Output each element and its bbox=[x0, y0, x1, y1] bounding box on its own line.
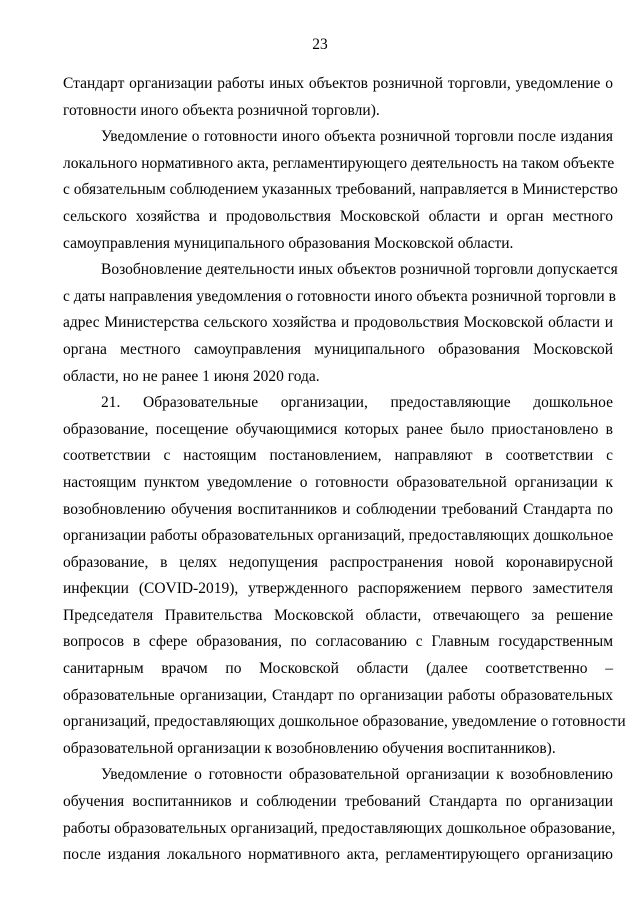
text-line: после издания локального нормативного акта, регламентирующего организацию bbox=[63, 846, 613, 864]
text-line: образовательной организации к возобновлению обучения воспитанников). bbox=[63, 739, 556, 757]
text-line: возобновлению обучения воспитанников и соблюдении требований Стандарта по bbox=[63, 500, 613, 518]
text-line: организации работы образовательных организаций, предоставляющих дошкольное bbox=[63, 527, 614, 545]
text-line: с обязательным соблюдением указанных требований, направляется в Министерство bbox=[63, 181, 618, 199]
page-number: 23 bbox=[312, 36, 328, 53]
text-line: самоуправления муниципального образования Московской области. bbox=[63, 234, 514, 252]
text-line: образование, посещение обучающимися которых ранее было приостановлено в bbox=[63, 420, 613, 438]
text-line: Уведомление о готовности образовательной организации к возобновлению bbox=[101, 766, 613, 784]
text-line: области, но не ранее 1 июня 2020 года. bbox=[63, 367, 320, 385]
document-body bbox=[63, 71, 626, 869]
text-line: работы образовательных организаций, предоставляющих дошкольное образование, bbox=[63, 819, 616, 837]
text-line: органа местного самоуправления муниципального образования Московской bbox=[63, 340, 613, 358]
text-line: локального нормативного акта, регламентирующего деятельность на таком объекте bbox=[63, 154, 615, 172]
text-line: санитарным врачом по Московской области (далее соответственно – bbox=[63, 660, 613, 678]
text-line: адрес Министерства сельского хозяйства и продовольствия Московской области и bbox=[63, 314, 613, 332]
text-line: организаций, предоставляющих дошкольное образование, уведомление о готовности bbox=[63, 713, 626, 731]
text-line: с даты направления уведомления о готовности иного объекта розничной торговли в bbox=[63, 287, 616, 305]
text-line: образование, в целях недопущения распространения новой коронавирусной bbox=[63, 553, 613, 571]
text-line: сельского хозяйства и продовольствия Московской области и орган местного bbox=[63, 207, 613, 225]
text-line: 21. Образовательные организации, предоставляющие дошкольное bbox=[101, 394, 613, 412]
text-line: образовательные организации, Стандарт по организации работы образовательных bbox=[63, 686, 613, 704]
text-line: Стандарт организации работы иных объектов розничной торговли, уведомление о bbox=[63, 75, 613, 92]
text-line: настоящим пунктом уведомление о готовности образовательной организации к bbox=[63, 473, 613, 491]
text-line: Уведомление о готовности иного объекта розничной торговли после издания bbox=[101, 128, 613, 146]
text-line: вопросов в сфере образования, по согласованию с Главным государственным bbox=[63, 633, 613, 651]
text-line: обучения воспитанников и соблюдении требований Стандарта по организации bbox=[63, 793, 613, 811]
text-line: Возобновление деятельности иных объектов розничной торговли допускается bbox=[101, 261, 618, 279]
text-line: инфекции (COVID-2019), утвержденного распоряжением первого заместителя bbox=[63, 580, 613, 598]
text-line: готовности иного объекта розничной торговли). bbox=[63, 101, 380, 119]
text-line: соответствии с настоящим постановлением, направляют в соответствии с bbox=[63, 447, 613, 465]
text-line: Председателя Правительства Московской области, отвечающего за решение bbox=[63, 606, 613, 624]
